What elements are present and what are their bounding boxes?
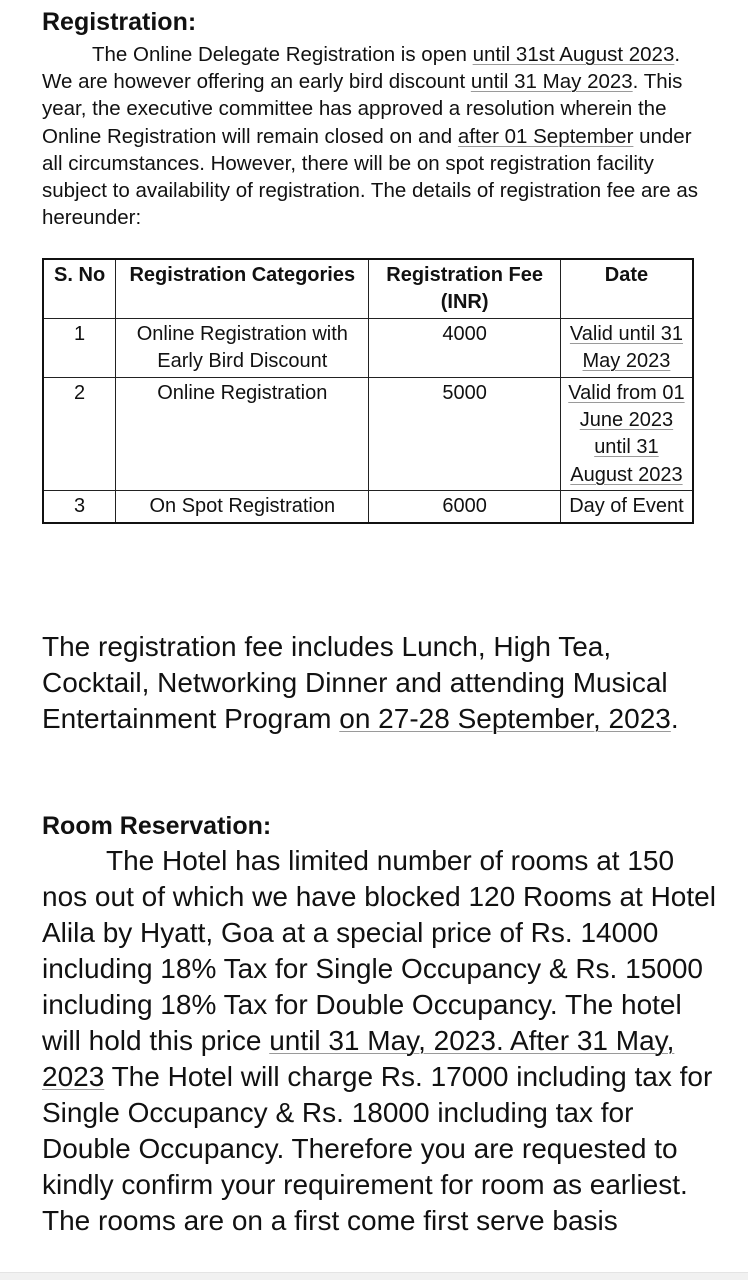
cell-date: Day of Event bbox=[560, 491, 693, 523]
table-header-row bbox=[43, 259, 693, 318]
includes-text-2: . bbox=[670, 703, 679, 734]
room-price-deadline-link[interactable]: until 31 May, 2023. After 31 May, 2023 bbox=[42, 1025, 675, 1092]
room-reservation-heading: Room Reservation: bbox=[42, 812, 272, 840]
reg-deadline-link[interactable]: until 31st August 2023 bbox=[472, 43, 675, 66]
cell-date bbox=[560, 377, 693, 491]
cell-fee: 6000 bbox=[369, 491, 561, 523]
cell-category: Online Registration bbox=[116, 377, 369, 491]
room-reservation-paragraph bbox=[42, 843, 722, 1239]
table-row bbox=[43, 491, 693, 523]
early-bird-deadline-link[interactable]: until 31 May 2023 bbox=[470, 70, 633, 94]
registration-fee-table bbox=[42, 258, 694, 524]
header-category: Registration Categories bbox=[116, 259, 369, 318]
reg-text-1: The Online Delegate Registration is open bbox=[92, 43, 473, 66]
closure-date-link[interactable]: after 01 September bbox=[457, 124, 634, 148]
cell-category: Online Registration with Early Bird Discount bbox=[116, 318, 369, 377]
cell-fee: 4000 bbox=[369, 318, 561, 377]
cell-sno: 3 bbox=[43, 491, 116, 523]
date-link[interactable]: Valid from 01 June 2023 until 31 August 2023 bbox=[568, 381, 685, 486]
cell-sno: 2 bbox=[43, 377, 116, 491]
reg-text-2: . We are however offering an early bird discount bbox=[42, 43, 681, 94]
cell-category: On Spot Registration bbox=[116, 491, 369, 523]
table-row bbox=[43, 377, 693, 491]
includes-text-1: The registration fee includes Lunch, High Tea, Cocktail, Networking Dinner and attending Musical Entertainment Program bbox=[42, 631, 668, 734]
registration-heading: Registration: bbox=[42, 8, 197, 36]
header-date: Date bbox=[560, 259, 693, 318]
page-bottom-edge bbox=[0, 1272, 748, 1280]
cell-fee: 5000 bbox=[369, 377, 561, 491]
date-link[interactable]: Valid until 31 May 2023 bbox=[569, 322, 683, 373]
header-fee: Registration Fee (INR) bbox=[369, 259, 561, 318]
reg-text-3: . This year, the executive committee has approved a resolution wherein the Online Registration will remain closed on and bbox=[42, 70, 683, 148]
room-text-1: The Hotel has limited number of rooms at 150 nos out of which we have blocked 120 Rooms at Hotel Alila by Hyatt, Goa at a special price of Rs. 14000 including 18% Tax for Single Occupancy & Rs. 15000 including 18% Tax for Double Occupancy. The hotel will hold this price bbox=[42, 845, 716, 1056]
event-date-link[interactable]: on 27-28 September, 2023 bbox=[339, 703, 671, 734]
cell-date bbox=[560, 318, 693, 377]
fee-includes-paragraph bbox=[42, 629, 722, 737]
registration-paragraph bbox=[42, 41, 702, 231]
cell-sno: 1 bbox=[43, 318, 116, 377]
room-text-2: The Hotel will charge Rs. 17000 including tax for Single Occupancy & Rs. 18000 including tax for Double Occupancy. Therefore you are requested to kindly confirm your requirement for room as earliest. The rooms are on a first come first serve basis bbox=[42, 1061, 713, 1236]
reg-text-4: under all circumstances. However, there will be on spot registration facility subject to availability of registration. The details of registration fee are as hereunder: bbox=[42, 124, 698, 230]
table-row bbox=[43, 318, 693, 377]
header-sno: S. No bbox=[43, 259, 116, 318]
